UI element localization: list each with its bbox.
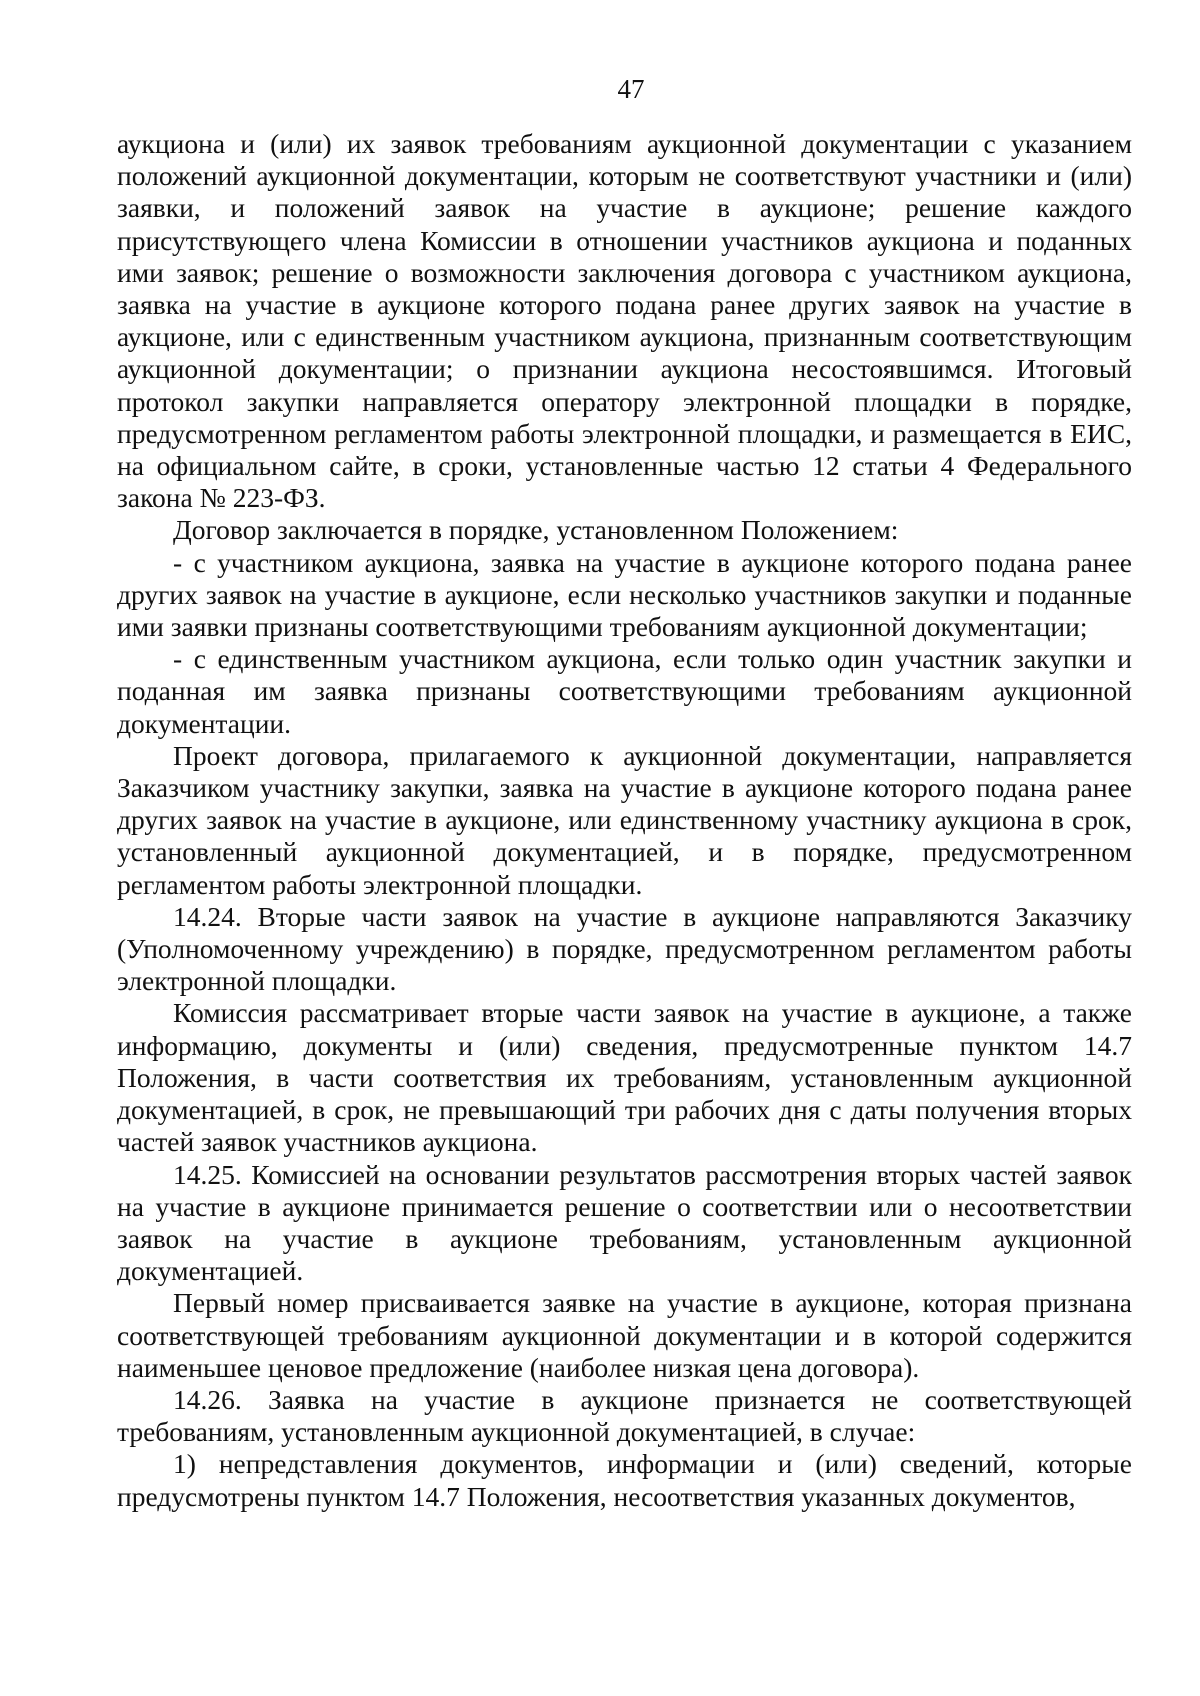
- paragraph: Первый номер присваивается заявке на участие в аукционе, которая признана соответствующей требованиям аукционной документации и в которой содержится наименьшее ценовое предложение (наиболее низкая цена договора).: [117, 1287, 1132, 1383]
- page-number: 47: [617, 74, 645, 104]
- list-item: 1) непредставления документов, информации и (или) сведений, которые предусмотрены пунктом 14.7 Положения, несоответствия указанных документов,: [117, 1448, 1132, 1512]
- paragraph: аукциона и (или) их заявок требованиям аукционной документации с указанием положений аукционной документации, которым не соответствуют участники и (или) заявки, и положений заявок на участие в аукционе; решение каждого присутствующего члена Комиссии в отношении участников аукциона и поданных ими заявок; решение о возможности заключения договора с участником аукциона, заявка на участие в аукционе которого подана ранее других заявок на участие в аукционе, или с единственным участником аукциона, признанным соответствующим аукционной документации; о признании аукциона несостоявшимся. Итоговый протокол закупки направляется оператору электронной площадки в порядке, предусмотренном регламентом работы электронной площадки, и размещается в ЕИС, на официальном сайте, в сроки, установленные частью 12 статьи 4 Федерального закона № 223-ФЗ.: [117, 128, 1132, 514]
- clause-14-24: 14.24. Вторые части заявок на участие в аукционе направляются Заказчику (Уполномоченному учреждению) в порядке, предусмотренном регламентом работы электронной площадки.: [117, 900, 1132, 997]
- clause-14-25: 14.25. Комиссией на основании результатов рассмотрения вторых частей заявок на участие в аукционе принимается решение о соответствии или о несоответствии заявок на участие в аукционе требованиям, установленным аукционной документацией.: [117, 1158, 1132, 1287]
- document-body: [117, 128, 1132, 1513]
- list-item: - с участником аукциона, заявка на участие в аукционе которого подана ранее других заявок на участие в аукционе, если несколько участников закупки и поданные ими заявки признаны соответствующими требованиям аукционной документации;: [117, 546, 1132, 643]
- clause-14-26: 14.26. Заявка на участие в аукционе признается не соответствующей требованиям, установленным аукционной документацией, в случае:: [117, 1383, 1132, 1448]
- paragraph: Проект договора, прилагаемого к аукционной документации, направляется Заказчиком участнику закупки, заявка на участие в аукционе которого подана ранее других заявок на участие в аукционе, или единственному участнику аукциона в срок, установленный аукционной документацией, и в порядке, предусмотренном регламентом работы электронной площадки.: [117, 739, 1132, 900]
- paragraph: Комиссия рассматривает вторые части заявок на участие в аукционе, а также информацию, документы и (или) сведения, предусмотренные пунктом 14.7 Положения, в части соответствия их требованиям, установленным аукционной документацией, в срок, не превышающий три рабочих дня с даты получения вторых частей заявок участников аукциона.: [117, 997, 1132, 1158]
- list-item: - с единственным участником аукциона, если только один участник закупки и поданная им заявка признаны соответствующими требованиям аукционной документации.: [117, 643, 1132, 739]
- paragraph: Договор заключается в порядке, установленном Положением:: [173, 514, 899, 546]
